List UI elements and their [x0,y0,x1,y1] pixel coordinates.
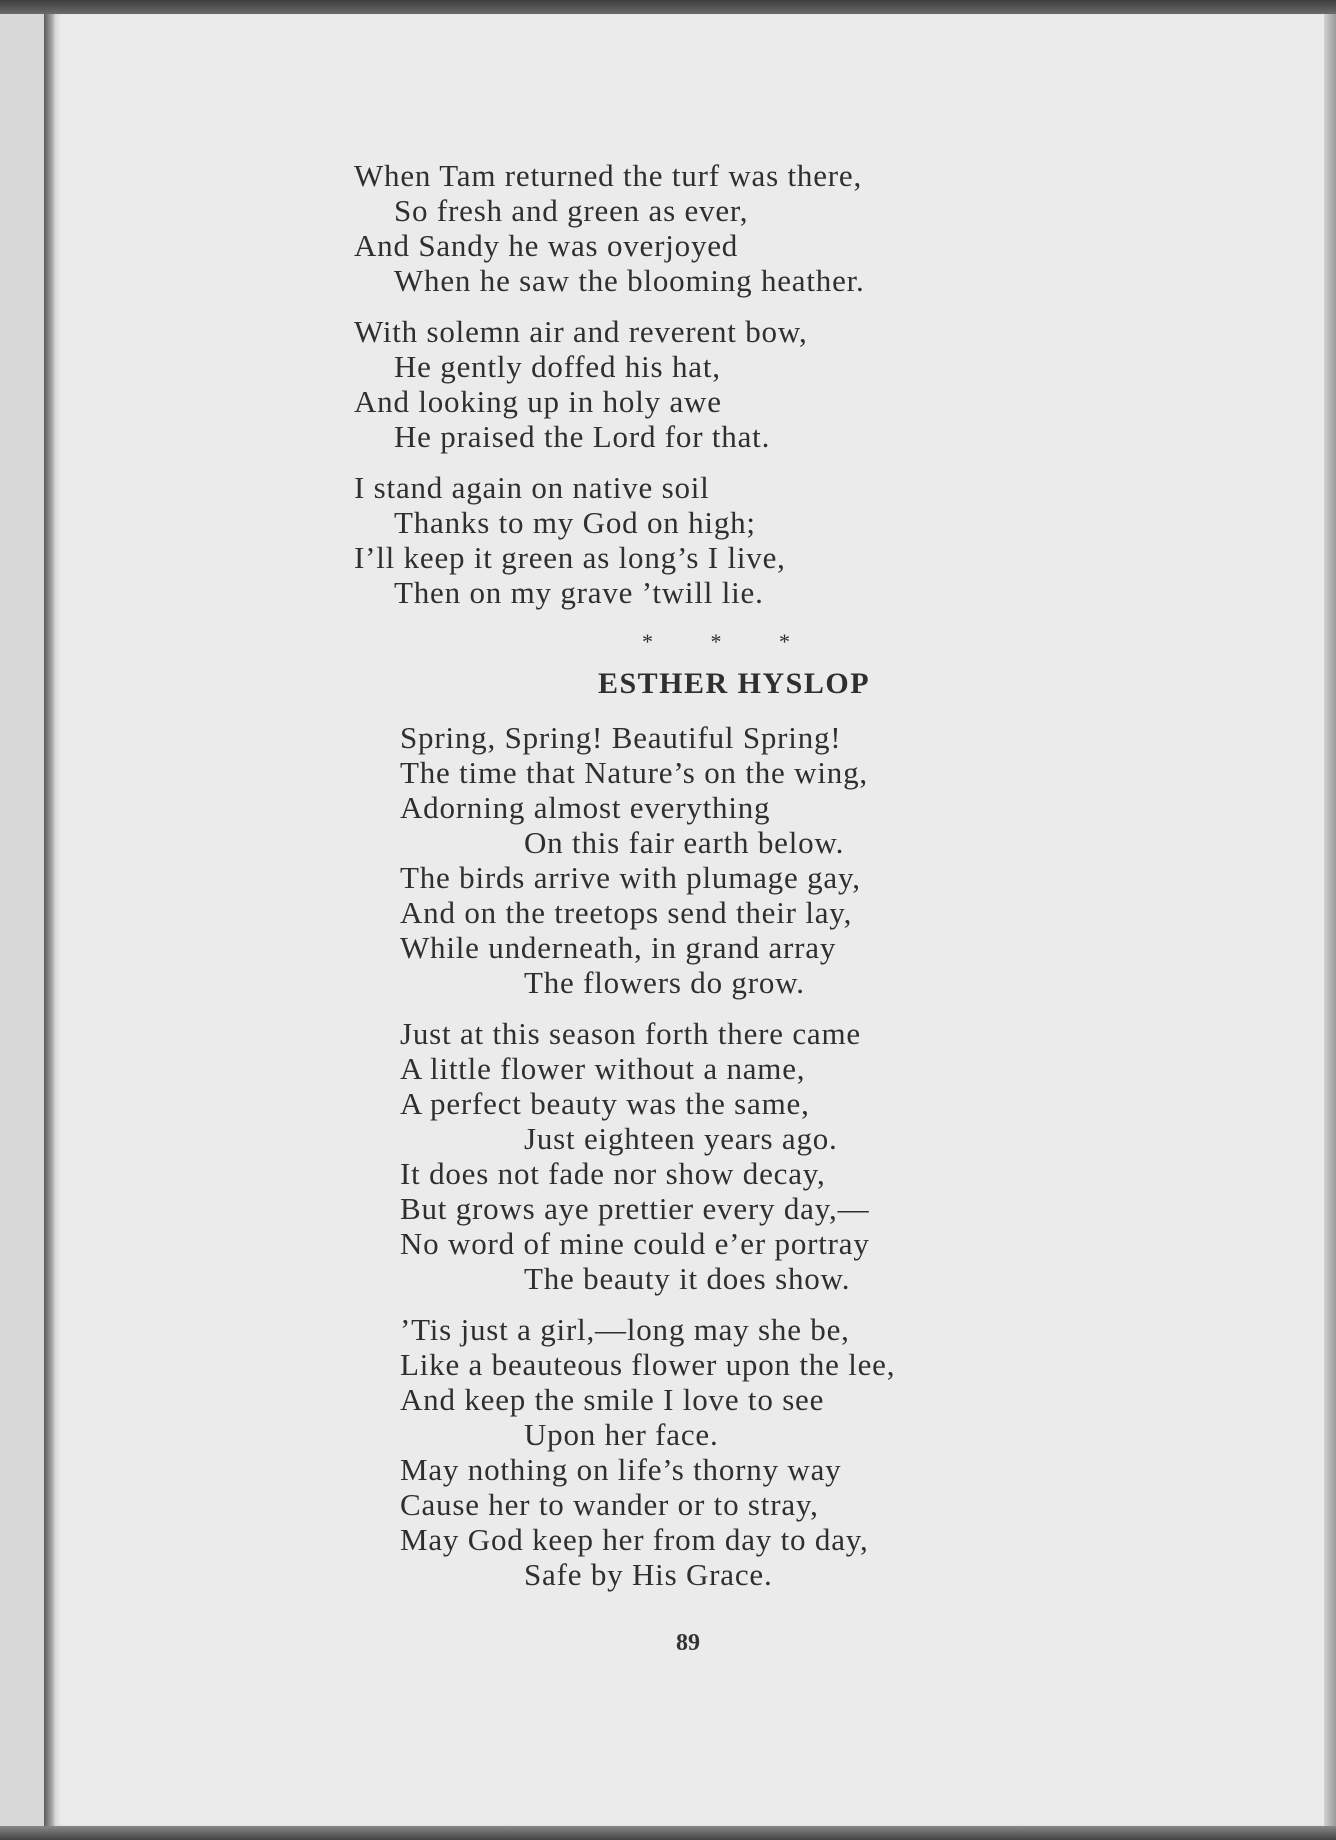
verse-line: On this fair earth below. [524,825,845,860]
verse-line: And keep the smile I love to see [400,1382,825,1417]
verse-line: The time that Nature’s on the wing, [400,755,868,790]
verse-line: So fresh and green as ever, [394,193,749,228]
page-number: 89 [676,1630,700,1656]
verse-line: Upon her face. [524,1417,719,1452]
poem1-stanza-2 [354,314,1074,454]
verse-line: Cause her to wander or to stray, [400,1487,819,1522]
verse-line: And looking up in holy awe [354,384,722,419]
verse-line: The flowers do grow. [524,965,805,1000]
section-divider: * * * [642,629,816,654]
verse-line: May nothing on life’s thorny way [400,1452,842,1487]
scan-right-edge [1324,14,1336,1826]
verse-line: The birds arrive with plumage gay, [400,860,861,895]
verse-line: And on the treetops send their lay, [400,895,853,930]
verse-line: I’ll keep it green as long’s I live, [354,540,786,575]
verse-line: A little flower without a name, [400,1051,806,1086]
page-text [354,158,1074,1608]
verse-line: Then on my grave ’twill lie. [394,575,764,610]
poem2-stanza-2 [354,1016,1074,1296]
poem2-stanza-3 [354,1312,1074,1592]
poem1-stanza-1 [354,158,1074,298]
book-spine-edge [44,14,54,1826]
verse-line: Like a beauteous flower upon the lee, [400,1347,896,1382]
verse-line: Safe by His Grace. [524,1557,773,1592]
poem1-stanza-3 [354,470,1074,610]
verse-line: Adorning almost everything [400,790,771,825]
scan-top-edge [0,0,1336,14]
verse-line: While underneath, in grand array [400,930,837,965]
verse-line: When he saw the blooming heather. [394,263,865,298]
verse-line: But grows aye prettier every day,— [400,1191,870,1226]
poem2-stanza-1 [354,720,1074,1000]
verse-line: Just at this season forth there came [400,1016,861,1051]
verse-line: Spring, Spring! Beautiful Spring! [400,720,842,755]
scan-bottom-edge [0,1826,1336,1840]
verse-line: The beauty it does show. [524,1261,851,1296]
verse-line: Thanks to my God on high; [394,505,756,540]
verse-line: With solemn air and reverent bow, [354,314,808,349]
verse-line: I stand again on native soil [354,470,710,505]
verse-line: He gently doffed his hat, [394,349,721,384]
verse-line: When Tam returned the turf was there, [354,158,863,193]
verse-line: May God keep her from day to day, [400,1522,869,1557]
verse-line: He praised the Lord for that. [394,419,771,454]
verse-line: ’Tis just a girl,—long may she be, [400,1312,850,1347]
verse-line: No word of mine could e’er portray [400,1226,870,1261]
verse-line: Just eighteen years ago. [524,1121,838,1156]
verse-line: It does not fade nor show decay, [400,1156,826,1191]
verse-line: And Sandy he was overjoyed [354,228,739,263]
verse-line: A perfect beauty was the same, [400,1086,810,1121]
poem-title: ESTHER HYSLOP [597,667,871,700]
